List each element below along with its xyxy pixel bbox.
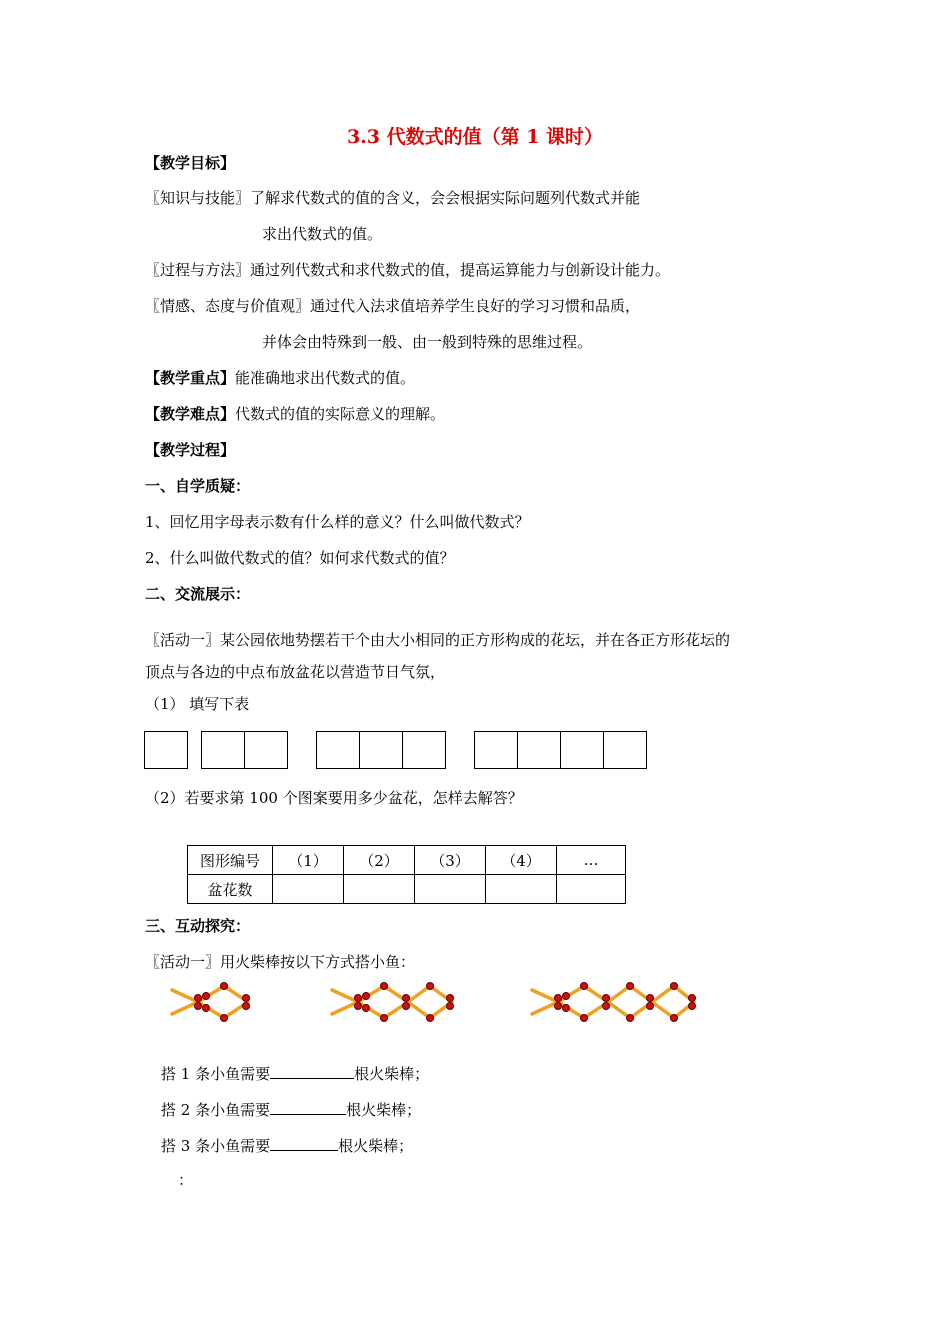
goals-heading: 【教学目标】 xyxy=(145,154,236,172)
section-explore: 三、互动探究： xyxy=(145,917,251,935)
square xyxy=(603,731,647,769)
fish-question-2-prefix: 搭 2 条小鱼需要 xyxy=(161,1101,271,1119)
square xyxy=(201,731,245,769)
col-header-2: （2） xyxy=(344,846,415,875)
key-point xyxy=(145,368,415,388)
square xyxy=(517,731,561,769)
process-heading: 【教学过程】 xyxy=(145,441,236,459)
sub-question-2: （2）若要求第 100 个图案要用多少盆花，怎样去解答？ xyxy=(145,789,523,807)
goal-process xyxy=(145,260,670,280)
key-label: 【教学重点】 xyxy=(145,369,236,387)
square xyxy=(144,731,188,769)
continuation-mark: ： xyxy=(178,1171,194,1189)
goal-knowledge-continuation: 求出代数式的值。 xyxy=(262,225,383,243)
fish-question-1 xyxy=(161,1062,429,1084)
goal-process-label: 〖过程与方法〗 xyxy=(145,261,251,279)
goal-process-text: 通过列代数式和求代数式的值，提高运算能力与创新设计能力。 xyxy=(250,261,671,279)
table-row xyxy=(188,846,626,875)
figure-3-squares xyxy=(316,731,446,769)
goal-emotion-continuation: 并体会由特殊到一般、由一般到特殊的思维过程。 xyxy=(262,333,593,351)
square xyxy=(244,731,288,769)
page-title: 3.3 代数式的值（第 1 课时） xyxy=(346,126,604,148)
square xyxy=(359,731,403,769)
goal-emotion-text: 通过代入法求值培养学生良好的学习习惯和品质， xyxy=(310,297,641,315)
table-cell[interactable] xyxy=(344,875,415,904)
section-self-study: 一、自学质疑： xyxy=(145,477,251,495)
table-cell[interactable] xyxy=(415,875,486,904)
fish-question-3 xyxy=(161,1134,413,1156)
figure-2-squares xyxy=(201,731,288,769)
goal-knowledge-label: 〖知识与技能〗 xyxy=(145,189,251,207)
matchstick-fish-2 xyxy=(328,978,462,1026)
section-exchange: 二、交流展示： xyxy=(145,585,251,603)
activity2-text: 〖活动一〗用火柴棒按以下方式搭小鱼： xyxy=(145,953,416,971)
sub-question-1: （1） 填写下表 xyxy=(145,695,250,713)
square xyxy=(474,731,518,769)
key-text: 能准确地求出代数式的值。 xyxy=(235,369,416,387)
table-cell[interactable] xyxy=(557,875,626,904)
square xyxy=(402,731,446,769)
goal-knowledge-text: 了解求代数式的值的含义，会会根据实际问题列代数式并能 xyxy=(250,189,641,207)
question-1: 1、回忆用字母表示数有什么样的意义？什么叫做代数式？ xyxy=(145,513,530,531)
flower-count-table xyxy=(187,845,626,904)
fish-question-3-prefix: 搭 3 条小鱼需要 xyxy=(161,1137,271,1155)
answer-blank-3[interactable] xyxy=(270,1134,338,1151)
difficulty-point xyxy=(145,404,445,424)
goal-emotion-label: 〖情感、态度与价值观〗 xyxy=(145,297,311,315)
square xyxy=(316,731,360,769)
col-header-4: （4） xyxy=(486,846,557,875)
col-header-1: （1） xyxy=(273,846,344,875)
figure-4-squares xyxy=(474,731,647,769)
table-cell[interactable] xyxy=(486,875,557,904)
matchstick-fish-1 xyxy=(168,978,258,1026)
question-2: 2、什么叫做代数式的值？如何求代数式的值？ xyxy=(145,549,455,567)
row-header-figure-number: 图形编号 xyxy=(188,846,273,875)
activity1-line1: 〖活动一〗某公园依地势摆若干个由大小相同的正方形构成的花坛，并在各正方形花坛的 xyxy=(145,631,731,649)
table-row xyxy=(188,875,626,904)
fish-question-2 xyxy=(161,1098,421,1120)
activity1-line2: 顶点与各边的中点布放盆花以营造节日气氛， xyxy=(145,663,446,681)
fish-question-2-suffix: 根火柴棒； xyxy=(346,1101,422,1119)
answer-blank-2[interactable] xyxy=(270,1098,346,1115)
fish-question-1-suffix: 根火柴棒； xyxy=(354,1065,430,1083)
goal-emotion xyxy=(145,296,640,316)
row-header-flower-count: 盆花数 xyxy=(188,875,273,904)
matchstick-fish-3 xyxy=(528,978,700,1026)
difficulty-label: 【教学难点】 xyxy=(145,405,236,423)
col-header-more: … xyxy=(557,846,626,875)
difficulty-text: 代数式的值的实际意义的理解。 xyxy=(235,405,446,423)
goal-knowledge xyxy=(145,188,640,208)
square xyxy=(560,731,604,769)
answer-blank-1[interactable] xyxy=(270,1062,354,1079)
figure-1-squares xyxy=(144,731,188,769)
fish-question-3-suffix: 根火柴棒； xyxy=(338,1137,414,1155)
table-cell[interactable] xyxy=(273,875,344,904)
col-header-3: （3） xyxy=(415,846,486,875)
fish-question-1-prefix: 搭 1 条小鱼需要 xyxy=(161,1065,271,1083)
